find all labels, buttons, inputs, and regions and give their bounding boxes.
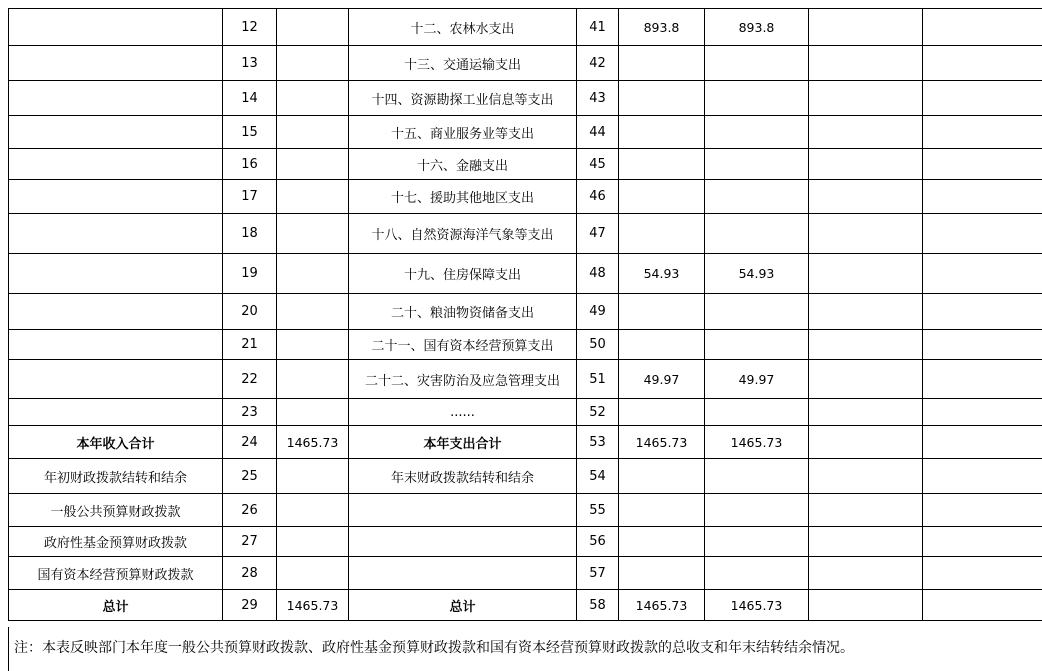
- income-amount-cell[interactable]: [277, 557, 349, 590]
- table-row: [9, 180, 1042, 214]
- income-line-no-cell[interactable]: 12: [223, 9, 277, 46]
- expense-general-budget-cell[interactable]: [705, 180, 809, 214]
- income-line-no-cell[interactable]: 26: [223, 494, 277, 527]
- expense-item-cell[interactable]: [349, 527, 577, 557]
- expense-total-cell[interactable]: 1465.73: [619, 426, 705, 459]
- expense-general-budget-cell[interactable]: [705, 399, 809, 426]
- expense-item-cell[interactable]: 二十、粮油物资储备支出: [349, 294, 577, 330]
- expense-item-cell[interactable]: 十八、自然资源海洋气象等支出: [349, 214, 577, 254]
- expense-line-no-cell[interactable]: 55: [577, 494, 619, 527]
- income-item-cell[interactable]: 政府性基金预算财政拨款: [9, 527, 223, 557]
- expense-item-cell[interactable]: 二十二、灾害防治及应急管理支出: [349, 360, 577, 399]
- expense-item-cell[interactable]: [349, 557, 577, 590]
- extra-column-cell[interactable]: [923, 399, 1042, 426]
- expense-line-no-cell[interactable]: 50: [577, 330, 619, 360]
- expense-line-no-cell[interactable]: 41: [577, 9, 619, 46]
- expense-line-no-cell[interactable]: 56: [577, 527, 619, 557]
- income-item-cell[interactable]: [9, 149, 223, 180]
- extra-column-cell[interactable]: [923, 557, 1042, 590]
- table-row: [9, 81, 1042, 116]
- income-item-cell[interactable]: [9, 330, 223, 360]
- expense-item-cell[interactable]: 十二、农林水支出: [349, 9, 577, 46]
- income-amount-cell[interactable]: [277, 399, 349, 426]
- table-row: [9, 9, 1042, 46]
- extra-column-cell[interactable]: [923, 81, 1042, 116]
- expense-item-cell[interactable]: 十四、资源勘探工业信息等支出: [349, 81, 577, 116]
- table-row: [9, 46, 1042, 81]
- extra-column-cell[interactable]: [809, 459, 923, 494]
- expense-item-cell[interactable]: 十七、援助其他地区支出: [349, 180, 577, 214]
- extra-column-cell[interactable]: [809, 254, 923, 294]
- income-amount-cell[interactable]: 1465.73: [277, 590, 349, 621]
- income-item-cell[interactable]: 本年收入合计: [9, 426, 223, 459]
- expense-general-budget-cell[interactable]: [705, 557, 809, 590]
- expense-item-cell[interactable]: 十六、金融支出: [349, 149, 577, 180]
- extra-column-cell[interactable]: [923, 254, 1042, 294]
- table-row: [9, 590, 1042, 621]
- expense-line-no-cell[interactable]: 52: [577, 399, 619, 426]
- extra-column-cell[interactable]: [809, 9, 923, 46]
- income-amount-cell[interactable]: [277, 180, 349, 214]
- table-row: [9, 557, 1042, 590]
- income-amount-cell[interactable]: [277, 294, 349, 330]
- income-amount-cell[interactable]: 1465.73: [277, 426, 349, 459]
- extra-column-cell[interactable]: [923, 9, 1042, 46]
- extra-column-cell[interactable]: [809, 46, 923, 81]
- extra-column-cell[interactable]: [923, 116, 1042, 149]
- income-line-no-cell[interactable]: 21: [223, 330, 277, 360]
- expense-general-budget-cell[interactable]: [705, 214, 809, 254]
- expense-total-cell[interactable]: [619, 214, 705, 254]
- expense-total-cell[interactable]: [619, 81, 705, 116]
- income-amount-cell[interactable]: [277, 214, 349, 254]
- expense-item-cell[interactable]: 十九、住房保障支出: [349, 254, 577, 294]
- expense-general-budget-cell[interactable]: [705, 527, 809, 557]
- income-item-cell[interactable]: [9, 46, 223, 81]
- extra-column-cell[interactable]: [809, 426, 923, 459]
- table-row: [9, 426, 1042, 459]
- expense-line-no-cell[interactable]: 46: [577, 180, 619, 214]
- table-row: [9, 399, 1042, 426]
- income-item-cell[interactable]: 国有资本经营预算财政拨款: [9, 557, 223, 590]
- income-item-cell[interactable]: 年初财政拨款结转和结余: [9, 459, 223, 494]
- extra-column-cell[interactable]: [923, 494, 1042, 527]
- note-left-border: [8, 627, 9, 671]
- extra-column-cell[interactable]: [923, 46, 1042, 81]
- expense-line-no-cell[interactable]: 57: [577, 557, 619, 590]
- income-amount-cell[interactable]: [277, 116, 349, 149]
- extra-column-cell[interactable]: [809, 81, 923, 116]
- income-line-no-cell[interactable]: 23: [223, 399, 277, 426]
- expense-general-budget-cell[interactable]: 1465.73: [705, 426, 809, 459]
- expense-general-budget-cell[interactable]: [705, 116, 809, 149]
- expense-line-no-cell[interactable]: 51: [577, 360, 619, 399]
- income-item-cell[interactable]: 总计: [9, 590, 223, 621]
- extra-column-cell[interactable]: [809, 590, 923, 621]
- table-row: [9, 116, 1042, 149]
- table-row: [9, 294, 1042, 330]
- expense-total-cell[interactable]: 54.93: [619, 254, 705, 294]
- expense-line-no-cell[interactable]: 42: [577, 46, 619, 81]
- expense-item-cell[interactable]: 总计: [349, 590, 577, 621]
- income-amount-cell[interactable]: [277, 9, 349, 46]
- income-amount-cell[interactable]: [277, 360, 349, 399]
- expense-total-cell[interactable]: 49.97: [619, 360, 705, 399]
- expense-total-cell[interactable]: [619, 459, 705, 494]
- expense-general-budget-cell[interactable]: [705, 459, 809, 494]
- income-item-cell[interactable]: [9, 81, 223, 116]
- table-row: [9, 330, 1042, 360]
- table-note: 注：本表反映部门本年度一般公共预算财政拨款、政府性基金预算财政拨款和国有资本经营预算财政拨款的总收支和年末结转结余情况。: [14, 640, 854, 656]
- income-line-no-cell[interactable]: 29: [223, 590, 277, 621]
- expense-line-no-cell[interactable]: 44: [577, 116, 619, 149]
- extra-column-cell[interactable]: [923, 294, 1042, 330]
- income-line-no-cell[interactable]: 17: [223, 180, 277, 214]
- expense-general-budget-cell[interactable]: 49.97: [705, 360, 809, 399]
- expense-item-cell[interactable]: ......: [349, 399, 577, 426]
- expense-general-budget-cell[interactable]: [705, 294, 809, 330]
- expense-total-cell[interactable]: 1465.73: [619, 590, 705, 621]
- expense-item-cell[interactable]: 二十一、国有资本经营预算支出: [349, 330, 577, 360]
- extra-column-cell[interactable]: [923, 459, 1042, 494]
- income-line-no-cell[interactable]: 27: [223, 527, 277, 557]
- table-row: [9, 459, 1042, 494]
- income-line-no-cell[interactable]: 25: [223, 459, 277, 494]
- table-body: [9, 9, 1042, 621]
- table-row: [9, 360, 1042, 399]
- income-amount-cell[interactable]: [277, 149, 349, 180]
- income-line-no-cell[interactable]: 22: [223, 360, 277, 399]
- income-item-cell[interactable]: [9, 214, 223, 254]
- expense-line-no-cell[interactable]: 48: [577, 254, 619, 294]
- extra-column-cell[interactable]: [809, 557, 923, 590]
- income-item-cell[interactable]: [9, 180, 223, 214]
- table-row: [9, 527, 1042, 557]
- extra-column-cell[interactable]: [923, 214, 1042, 254]
- expense-line-no-cell[interactable]: 45: [577, 149, 619, 180]
- expense-total-cell[interactable]: [619, 527, 705, 557]
- income-amount-cell[interactable]: [277, 254, 349, 294]
- expense-total-cell[interactable]: [619, 180, 705, 214]
- extra-column-cell[interactable]: [923, 149, 1042, 180]
- expense-line-no-cell[interactable]: 54: [577, 459, 619, 494]
- extra-column-cell[interactable]: [809, 399, 923, 426]
- expense-general-budget-cell[interactable]: 893.8: [705, 9, 809, 46]
- income-line-no-cell[interactable]: 24: [223, 426, 277, 459]
- expense-total-cell[interactable]: [619, 46, 705, 81]
- expense-line-no-cell[interactable]: 49: [577, 294, 619, 330]
- income-line-no-cell[interactable]: 18: [223, 214, 277, 254]
- extra-column-cell[interactable]: [809, 294, 923, 330]
- extra-column-cell[interactable]: [809, 116, 923, 149]
- extra-column-cell[interactable]: [809, 330, 923, 360]
- expense-item-cell[interactable]: [349, 494, 577, 527]
- expense-total-cell[interactable]: [619, 494, 705, 527]
- expense-general-budget-cell[interactable]: [705, 149, 809, 180]
- expense-line-no-cell[interactable]: 47: [577, 214, 619, 254]
- income-item-cell[interactable]: [9, 294, 223, 330]
- expense-total-cell[interactable]: [619, 149, 705, 180]
- income-line-no-cell[interactable]: 14: [223, 81, 277, 116]
- income-item-cell[interactable]: [9, 9, 223, 46]
- income-item-cell[interactable]: 一般公共预算财政拨款: [9, 494, 223, 527]
- income-amount-cell[interactable]: [277, 494, 349, 527]
- expense-item-cell[interactable]: 本年支出合计: [349, 426, 577, 459]
- income-item-cell[interactable]: [9, 360, 223, 399]
- budget-table: [8, 8, 1042, 621]
- expense-total-cell[interactable]: [619, 330, 705, 360]
- expense-general-budget-cell[interactable]: [705, 81, 809, 116]
- extra-column-cell[interactable]: [923, 527, 1042, 557]
- expense-item-cell[interactable]: 十三、交通运输支出: [349, 46, 577, 81]
- extra-column-cell[interactable]: [809, 494, 923, 527]
- extra-column-cell[interactable]: [809, 360, 923, 399]
- expense-general-budget-cell[interactable]: [705, 46, 809, 81]
- extra-column-cell[interactable]: [923, 360, 1042, 399]
- income-line-no-cell[interactable]: 13: [223, 46, 277, 81]
- expense-total-cell[interactable]: 893.8: [619, 9, 705, 46]
- expense-total-cell[interactable]: [619, 294, 705, 330]
- extra-column-cell[interactable]: [923, 426, 1042, 459]
- expense-total-cell[interactable]: [619, 116, 705, 149]
- income-item-cell[interactable]: [9, 116, 223, 149]
- income-line-no-cell[interactable]: 20: [223, 294, 277, 330]
- extra-column-cell[interactable]: [923, 180, 1042, 214]
- income-amount-cell[interactable]: [277, 81, 349, 116]
- expense-item-cell[interactable]: 年末财政拨款结转和结余: [349, 459, 577, 494]
- income-amount-cell[interactable]: [277, 46, 349, 81]
- table-row: [9, 254, 1042, 294]
- expense-general-budget-cell[interactable]: 54.93: [705, 254, 809, 294]
- table-row: [9, 494, 1042, 527]
- extra-column-cell[interactable]: [809, 527, 923, 557]
- expense-line-no-cell[interactable]: 58: [577, 590, 619, 621]
- income-line-no-cell[interactable]: 28: [223, 557, 277, 590]
- extra-column-cell[interactable]: [923, 590, 1042, 621]
- income-line-no-cell[interactable]: 16: [223, 149, 277, 180]
- table-row: [9, 214, 1042, 254]
- expense-general-budget-cell[interactable]: [705, 330, 809, 360]
- income-amount-cell[interactable]: [277, 527, 349, 557]
- expense-total-cell[interactable]: [619, 399, 705, 426]
- extra-column-cell[interactable]: [809, 214, 923, 254]
- income-item-cell[interactable]: [9, 254, 223, 294]
- table-row: [9, 149, 1042, 180]
- income-item-cell[interactable]: [9, 399, 223, 426]
- expense-total-cell[interactable]: [619, 557, 705, 590]
- extra-column-cell[interactable]: [923, 330, 1042, 360]
- income-line-no-cell[interactable]: 15: [223, 116, 277, 149]
- expense-general-budget-cell[interactable]: [705, 494, 809, 527]
- income-amount-cell[interactable]: [277, 459, 349, 494]
- expense-line-no-cell[interactable]: 43: [577, 81, 619, 116]
- income-amount-cell[interactable]: [277, 330, 349, 360]
- extra-column-cell[interactable]: [809, 180, 923, 214]
- extra-column-cell[interactable]: [809, 149, 923, 180]
- expense-item-cell[interactable]: 十五、商业服务业等支出: [349, 116, 577, 149]
- income-line-no-cell[interactable]: 19: [223, 254, 277, 294]
- expense-general-budget-cell[interactable]: 1465.73: [705, 590, 809, 621]
- expense-line-no-cell[interactable]: 53: [577, 426, 619, 459]
